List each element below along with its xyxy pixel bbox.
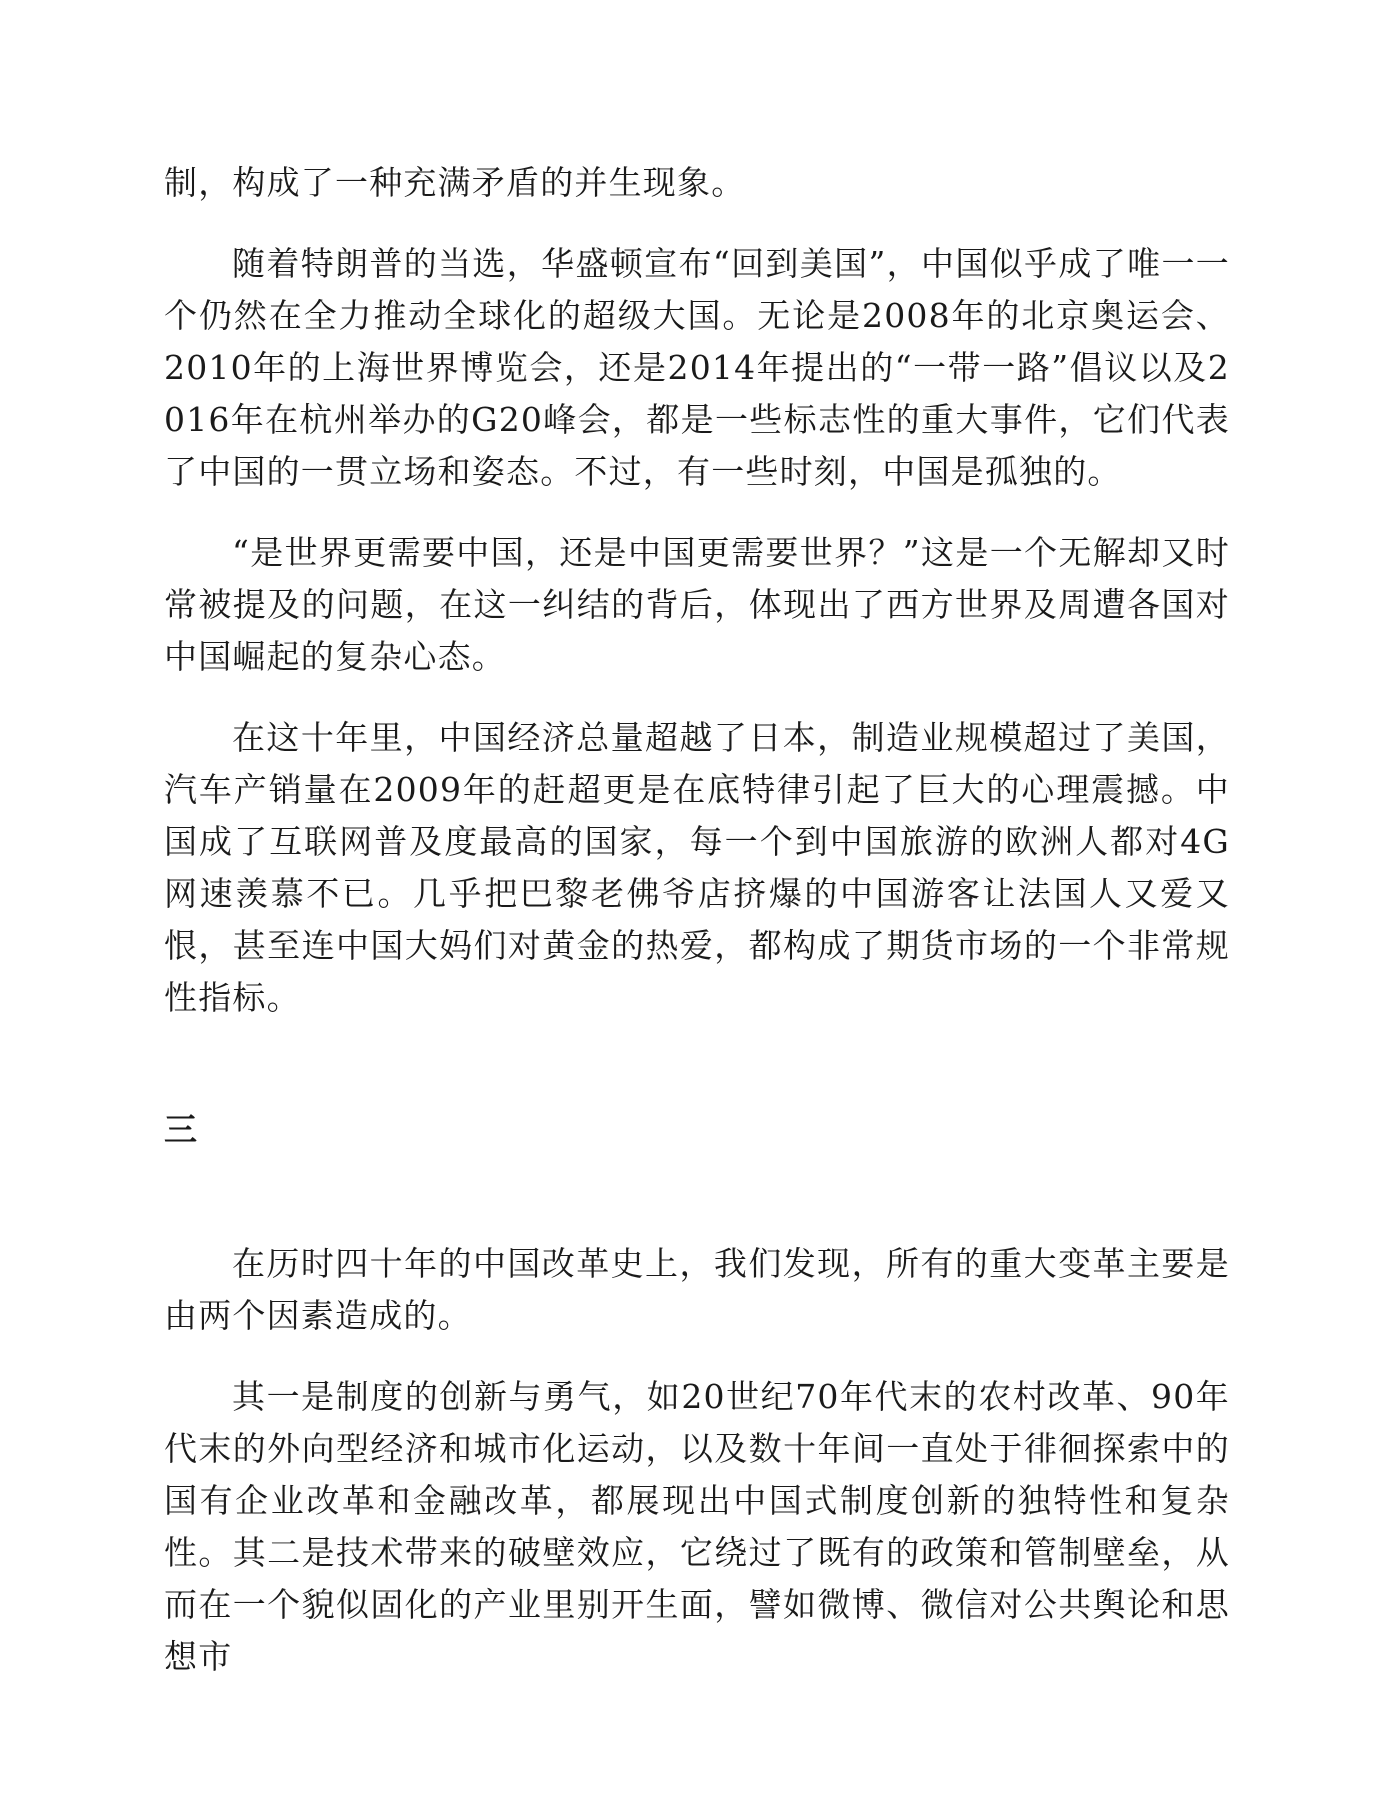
paragraph-3: “是世界更需要中国，还是中国更需要世界？”这是一个无解却又时常被提及的问题，在这一纠结的背后，体现出了西方世界及周遭各国对中国崛起的复杂心态。	[164, 533, 1230, 676]
paragraph-1: 制，构成了一种充满矛盾的并生现象。	[164, 163, 746, 202]
section-heading: 三	[164, 1110, 199, 1149]
document-page	[164, 157, 1230, 1683]
paragraph-6: 其一是制度的创新与勇气，如20世纪70年代末的农村改革、90年代末的外向型经济和城市化运动，以及数十年间一直处于徘徊探索中的国有企业改革和金融改革，都展现出中国式制度创新的独特性和复杂性。其二是技术带来的破壁效应，它绕过了既有的政策和管制壁垒，从而在一个貌似固化的产业里别开生面，譬如微博、微信对公共舆论和思想市	[164, 1377, 1230, 1676]
paragraph-4: 在这十年里，中国经济总量超越了日本，制造业规模超过了美国，汽车产销量在2009年的赶超更是在底特律引起了巨大的心理震撼。中国成了互联网普及度最高的国家，每一个到中国旅游的欧洲人都对4G网速羡慕不已。几乎把巴黎老佛爷店挤爆的中国游客让法国人又爱又恨，甚至连中国大妈们对黄金的热爱，都构成了期货市场的一个非常规性指标。	[164, 718, 1230, 1017]
paragraph-2: 随着特朗普的当选，华盛顿宣布“回到美国”，中国似乎成了唯一一个仍然在全力推动全球化的超级大国。无论是2008年的北京奥运会、2010年的上海世界博览会，还是2014年提出的“一带一路”倡议以及2016年在杭州举办的G20峰会，都是一些标志性的重大事件，它们代表了中国的一贯立场和姿态。不过，有一些时刻，中国是孤独的。	[164, 244, 1230, 491]
paragraph-5: 在历时四十年的中国改革史上，我们发现，所有的重大变革主要是由两个因素造成的。	[164, 1244, 1230, 1335]
